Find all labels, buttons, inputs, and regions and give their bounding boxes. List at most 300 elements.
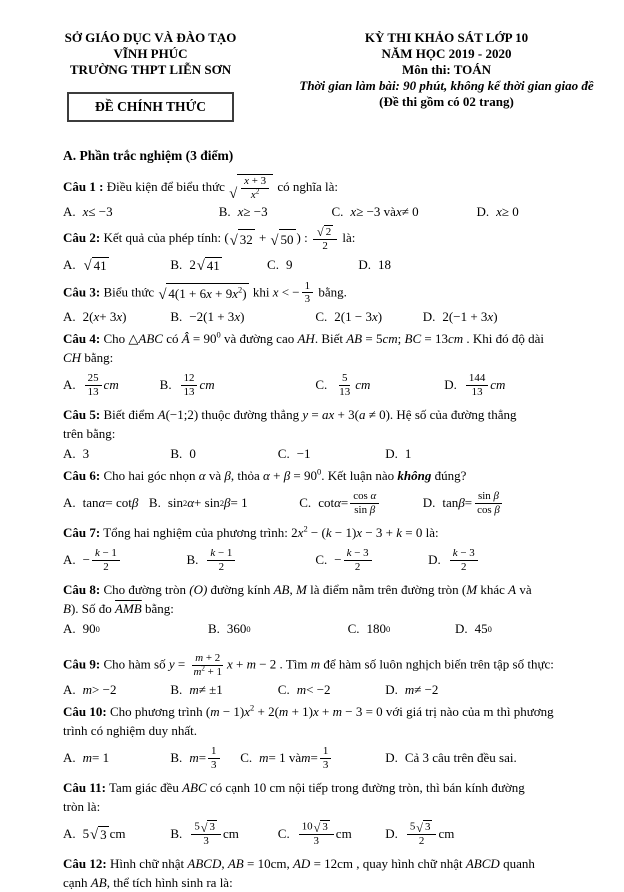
math-seg: k [396, 525, 403, 541]
option-label: B. [207, 620, 220, 636]
math-seg: ≠ 0 [401, 204, 419, 220]
math-seg: sin [478, 489, 494, 502]
question-line [63, 405, 600, 424]
math-seg: Câu 11: [63, 780, 106, 795]
option-label: B. [159, 377, 172, 393]
math-seg: AB [273, 582, 290, 598]
math-seg: 5 [194, 820, 200, 833]
math-seg: 0 [216, 329, 221, 340]
math-seg: Kết quả của phép tính: ( [100, 229, 229, 245]
math-seg: x [232, 285, 238, 301]
math-seg: quanh [499, 856, 535, 871]
math-seg: k [452, 546, 458, 559]
math-seg: Cho hàm số [100, 656, 169, 672]
math-seg: 2 [238, 284, 243, 295]
math-seg [241, 175, 269, 202]
math-seg: 2 [250, 702, 255, 713]
option-label: A. [63, 750, 76, 765]
math-seg: Câu 2: [63, 229, 101, 245]
option-A [63, 486, 138, 520]
math-seg: 13 [339, 385, 351, 398]
question-line [63, 580, 600, 599]
options-row [63, 254, 600, 277]
math-seg: + [269, 468, 284, 484]
option-A [63, 741, 109, 775]
option-B [170, 444, 195, 463]
math-seg: = [464, 495, 473, 511]
options-row [63, 543, 600, 577]
math-seg: α [263, 468, 270, 484]
math-seg: y [302, 407, 309, 423]
math-seg: AD [292, 856, 311, 871]
math-seg: Tổng hai nghiệm của phương trình: 2 [100, 525, 298, 541]
option-label: B. [148, 495, 161, 511]
math-seg: 2 [218, 560, 225, 573]
math-seg: α [187, 495, 195, 511]
math-seg: , [221, 856, 228, 871]
math-seg: ) [240, 308, 245, 324]
option-label: D. [385, 681, 398, 697]
math-seg: trình có nghiệm duy nhất. [63, 723, 197, 738]
math-seg: β [494, 503, 500, 516]
math-seg: khi [249, 283, 273, 299]
math-seg: = 13 [421, 331, 448, 347]
math-seg: = 10cm, [243, 856, 293, 871]
math-seg: + sin [194, 495, 220, 511]
math-seg: 2(−1 + 3 [442, 308, 488, 324]
math-seg: − 3 = 0 với giá trị nào của m thì phương [342, 704, 554, 719]
option-A [63, 444, 89, 463]
math-seg [302, 280, 313, 307]
question-line [63, 523, 600, 542]
math-seg: Tam giác đều [105, 780, 183, 795]
math-seg: ) [377, 308, 383, 324]
math-seg: 18 [377, 257, 391, 272]
option-label: D. [444, 377, 457, 393]
math-seg: + [318, 704, 333, 719]
option-label: D. [476, 204, 490, 220]
math-seg: m [193, 666, 202, 679]
option-label: D. [422, 308, 436, 324]
math-seg: k [94, 546, 100, 559]
math-seg: AH [297, 331, 315, 347]
math-seg: Điều kiện để biểu thức [103, 178, 229, 194]
math-seg: tròn là: [63, 799, 101, 814]
math-seg: + 9 [211, 285, 233, 301]
math-seg: 3 [304, 293, 311, 306]
math-seg: x [350, 204, 357, 220]
math-seg: Biểu thức [100, 283, 158, 299]
math-seg: x [237, 204, 244, 220]
math-seg: 3 [322, 758, 329, 771]
math-seg: + [232, 656, 247, 672]
math-seg: A [508, 582, 517, 598]
math-seg: 3 [100, 826, 107, 842]
math-seg [344, 547, 372, 574]
math-seg: và [516, 582, 532, 598]
math-seg: 2 [325, 225, 332, 238]
math-seg: β [224, 468, 231, 484]
math-seg: 2 [255, 187, 260, 196]
math-seg: không [397, 468, 432, 484]
option-label: C. [277, 681, 290, 697]
math-seg: √ 3 [200, 820, 215, 835]
math-seg: m [332, 704, 342, 719]
option-B [170, 307, 244, 326]
math-seg: √ 3 [313, 820, 328, 835]
math-seg: = 5 [362, 331, 383, 347]
math-seg: ) [122, 308, 127, 324]
math-seg: 144 [468, 371, 486, 384]
math-seg: x [234, 308, 241, 324]
option-label: D. [422, 495, 436, 511]
math-seg: đúng? [431, 468, 467, 484]
math-seg: = [308, 407, 322, 423]
math-seg: √ $4(1 + 6x + 9x^2)$ [158, 284, 247, 304]
question-9 [63, 652, 600, 699]
option-B [170, 817, 238, 851]
math-seg: ; [397, 331, 405, 347]
math-seg: và đường cao [220, 331, 298, 347]
math-seg: Cả 3 câu trên đều sai. [404, 750, 517, 765]
math-seg: trên bằng: [63, 426, 116, 442]
math-seg: α [334, 495, 341, 511]
math-seg: x [226, 656, 233, 672]
exam-title: KỲ THI KHẢO SÁT LỚP 10 [364, 30, 529, 45]
math-seg: cm [447, 331, 464, 347]
math-seg: Cho phương trình ( [106, 704, 211, 719]
option-label: B. [218, 204, 231, 220]
math-seg: √ 50 [271, 229, 296, 249]
math-seg: cm [438, 826, 455, 841]
math-seg: 13 [87, 385, 99, 398]
math-seg: = 12cm , quay hình chữ nhật [310, 856, 466, 871]
option-B: B. 360 0 [207, 620, 251, 636]
header-left [48, 30, 253, 122]
math-seg: Cho đường tròn [100, 582, 190, 598]
math-seg: β [458, 495, 465, 511]
math-seg: √ 41 [83, 257, 107, 274]
math-seg: − 3 [457, 546, 475, 559]
math-seg: Câu 5: [63, 407, 101, 423]
math-seg: . Khi đó độ dài [463, 331, 545, 347]
question-5 [63, 405, 600, 463]
math-seg: √ 32 [230, 229, 255, 249]
math-seg: β [283, 468, 291, 484]
math-seg: x [356, 525, 363, 541]
math-seg: m [82, 681, 93, 697]
math-seg: 41 [206, 257, 220, 273]
math-seg: ABC [182, 780, 207, 795]
question-line [63, 174, 600, 202]
math-seg: Câu 9: [63, 656, 101, 672]
math-seg: 2( [82, 308, 94, 324]
math-seg: Cho hai góc nhọn [100, 468, 199, 484]
math-seg: cm [490, 377, 506, 393]
option-C [240, 741, 333, 775]
question-10 [63, 702, 600, 775]
question-line [63, 348, 600, 367]
page-count-note: (Đề thi gồm có 02 trang) [379, 94, 514, 109]
math-seg: β [131, 495, 139, 511]
province-name: VĨNH PHÚC [113, 46, 188, 61]
option-C [315, 368, 370, 402]
option-label: C. [315, 552, 328, 568]
math-seg: ≥ −3 [243, 204, 268, 220]
math-seg: tan [442, 495, 459, 511]
math-seg: 25 [87, 371, 99, 384]
math-seg: 2 [461, 560, 467, 573]
math-seg: khác [477, 582, 509, 598]
option-A [63, 307, 126, 326]
math-seg: cos [477, 503, 495, 516]
question-line [63, 225, 600, 253]
math-seg: , thể tích hình sinh ra là: [106, 875, 233, 890]
math-seg: Cho △ [100, 331, 139, 347]
math-seg [207, 547, 235, 574]
math-seg: cm [222, 826, 239, 841]
math-seg: + [255, 229, 270, 245]
math-seg: , [289, 582, 296, 598]
option-label: C. [277, 445, 290, 461]
math-seg: − 1) [331, 525, 357, 541]
math-seg: m [259, 750, 269, 765]
option-label: B. [170, 257, 183, 272]
math-seg: ≥ −3 và [356, 204, 396, 220]
math-seg: m [296, 681, 307, 697]
exam-header [48, 30, 602, 122]
option-A [63, 254, 110, 277]
option-label: A. [63, 826, 76, 841]
math-seg: 3 [203, 835, 209, 847]
math-seg: β [224, 495, 231, 511]
option-label: B. [170, 445, 183, 461]
math-seg [191, 820, 221, 848]
option-label: A. [63, 204, 76, 220]
math-seg: m [246, 656, 256, 672]
question-line [63, 280, 600, 307]
math-seg: 0 [317, 466, 322, 477]
options-row [63, 741, 600, 775]
math-seg: B [63, 601, 71, 617]
math-seg: 360 [226, 620, 247, 636]
option-B [170, 741, 221, 775]
option-C [267, 254, 292, 277]
questions-list [63, 174, 600, 892]
math-seg: 3 [211, 758, 217, 771]
math-seg: 3 [313, 835, 319, 847]
math-seg: Câu 10: [63, 704, 107, 719]
math-seg: x [116, 308, 123, 324]
math-seg: x [371, 308, 378, 324]
header-right [291, 30, 602, 122]
math-seg: 90 [82, 620, 96, 636]
math-seg: cm [355, 377, 371, 393]
option-D [385, 817, 454, 851]
math-seg: Â [181, 331, 190, 347]
math-seg [336, 372, 353, 399]
math-seg: − 1) [219, 704, 245, 719]
option-B [160, 368, 215, 402]
option-label: A. [63, 552, 76, 568]
math-seg: √ 3 [90, 826, 107, 843]
math-seg: (O) [189, 582, 208, 598]
math-seg: β [369, 503, 376, 516]
math-seg: k [346, 546, 352, 559]
math-seg: m [189, 750, 199, 765]
math-seg [466, 372, 488, 399]
section-a-title: A. Phần trắc nghiệm (3 điểm) [63, 148, 234, 163]
option-D [385, 741, 517, 775]
math-seg: (−1;2) thuộc đường thẳng [165, 407, 303, 423]
math-seg: m [189, 681, 199, 697]
option-B [170, 254, 222, 277]
math-seg: x [395, 204, 402, 220]
math-seg: ABCD [465, 856, 500, 871]
option-label: A. [63, 257, 76, 272]
math-seg: ABC [138, 331, 163, 347]
options-row [63, 486, 600, 520]
math-seg: Câu 4: [63, 331, 101, 347]
option-D [428, 543, 480, 577]
math-seg: 2 [418, 835, 425, 847]
math-seg: x [206, 285, 212, 301]
math-seg: + 2 [203, 652, 221, 665]
math-seg: 3 [209, 821, 215, 834]
math-seg: ≤ −3 [88, 204, 113, 220]
option-label: B. [170, 750, 183, 765]
math-seg: Câu 6: [63, 468, 101, 484]
math-seg: 13 [471, 385, 483, 398]
math-seg: 10 [301, 820, 313, 833]
math-seg: √ $\frac{x + 3}{x^2}$ [229, 174, 273, 202]
option-A [63, 817, 126, 851]
option-label: C. [277, 826, 290, 841]
math-seg: = 0 là: [402, 525, 439, 541]
math-seg: M [295, 582, 307, 598]
math-seg: 5 [82, 826, 90, 841]
math-seg: cos [353, 489, 371, 502]
option-label: B. [170, 308, 183, 324]
math-seg: m [278, 704, 289, 719]
math-seg: 32 [239, 231, 253, 247]
math-seg: k [325, 525, 332, 541]
math-seg [474, 490, 503, 517]
option-C [278, 817, 352, 851]
math-seg: = 90 [189, 331, 217, 347]
math-seg: x [250, 188, 256, 201]
math-seg: √ 2 [316, 225, 332, 240]
math-seg: = [340, 495, 349, 511]
question-11 [63, 778, 600, 851]
option-C: C. 180 0 [347, 620, 391, 636]
math-seg: ax [322, 407, 335, 423]
math-seg: α [98, 495, 106, 511]
math-seg: + 1) [288, 704, 313, 719]
option-D [423, 307, 498, 326]
math-seg: Hình chữ nhật [106, 856, 188, 871]
math-seg: để hàm số luôn nghịch biến trên tập số thực: [320, 656, 554, 672]
math-seg: m [404, 681, 415, 697]
math-seg: bằng: [81, 350, 114, 366]
math-seg: có nghĩa là: [274, 178, 338, 194]
option-label: A. [63, 308, 76, 324]
math-seg: 50 [280, 231, 294, 247]
question-7 [63, 523, 600, 577]
math-seg: AB [90, 875, 107, 890]
question-line [63, 702, 600, 721]
math-seg: x [93, 308, 100, 324]
math-seg: − 1 [215, 546, 233, 559]
math-seg: Câu 7: [63, 525, 101, 541]
issuing-department: SỞ GIÁO DỤC VÀ ĐÀO TẠO [64, 30, 237, 45]
math-seg: x [244, 704, 251, 719]
option-label: A. [63, 445, 76, 461]
question-line [63, 424, 600, 443]
options-row [63, 368, 600, 402]
math-seg: + 3( [334, 407, 359, 423]
math-seg: 5 [409, 820, 416, 833]
math-seg: 1 [404, 445, 412, 461]
math-seg: cạnh [63, 875, 91, 890]
math-seg [208, 745, 219, 772]
math-seg: 3 [322, 821, 328, 834]
question-line [63, 466, 600, 485]
math-seg: α [370, 489, 377, 502]
math-seg: x [487, 308, 494, 324]
option-A [63, 543, 122, 577]
math-seg: là điểm nằm trên đường tròn ( [306, 582, 467, 598]
option-label: D. [358, 257, 371, 272]
math-seg: − 2 . Tìm [255, 656, 311, 672]
math-seg: 9 [285, 257, 293, 272]
option-C [278, 680, 331, 699]
option-label: C. [315, 308, 328, 324]
math-seg: ≥ 0 [501, 204, 519, 220]
question-line [63, 721, 600, 740]
math-seg: 2 [201, 664, 205, 673]
math-seg: a [358, 407, 366, 423]
math-seg: tan [82, 495, 99, 511]
option-label: C. [299, 495, 312, 511]
math-seg: sin [354, 503, 370, 516]
math-seg: y [168, 656, 175, 672]
question-line [63, 873, 600, 892]
question-2 [63, 225, 600, 277]
math-seg: = 90 [290, 468, 318, 484]
math-seg: = 1 [92, 750, 110, 765]
math-seg: Câu 1 : [63, 178, 104, 194]
math-seg: Câu 8: [63, 582, 101, 598]
option-label: A. [63, 620, 76, 636]
option-A: A. 90 0 [63, 620, 100, 636]
option-label: C. [347, 620, 360, 636]
option-label: D. [385, 826, 398, 841]
option-C [299, 486, 381, 520]
math-seg: BC [404, 331, 422, 347]
math-seg: − 1 [99, 546, 117, 559]
math-seg: + 1 [204, 666, 222, 679]
math-seg: cm [382, 331, 398, 347]
options-row [63, 817, 600, 851]
math-seg: Biết điểm [100, 407, 158, 423]
math-seg: 1 [322, 744, 329, 757]
math-seg: ) : [296, 229, 311, 245]
math-seg: , thỏa [230, 468, 264, 484]
math-seg: ). Số đo [70, 601, 116, 617]
time-limit: Thời gian làm bài: 90 phút, không kể thời gian giao đề [299, 78, 594, 93]
option-label: A. [63, 495, 76, 511]
